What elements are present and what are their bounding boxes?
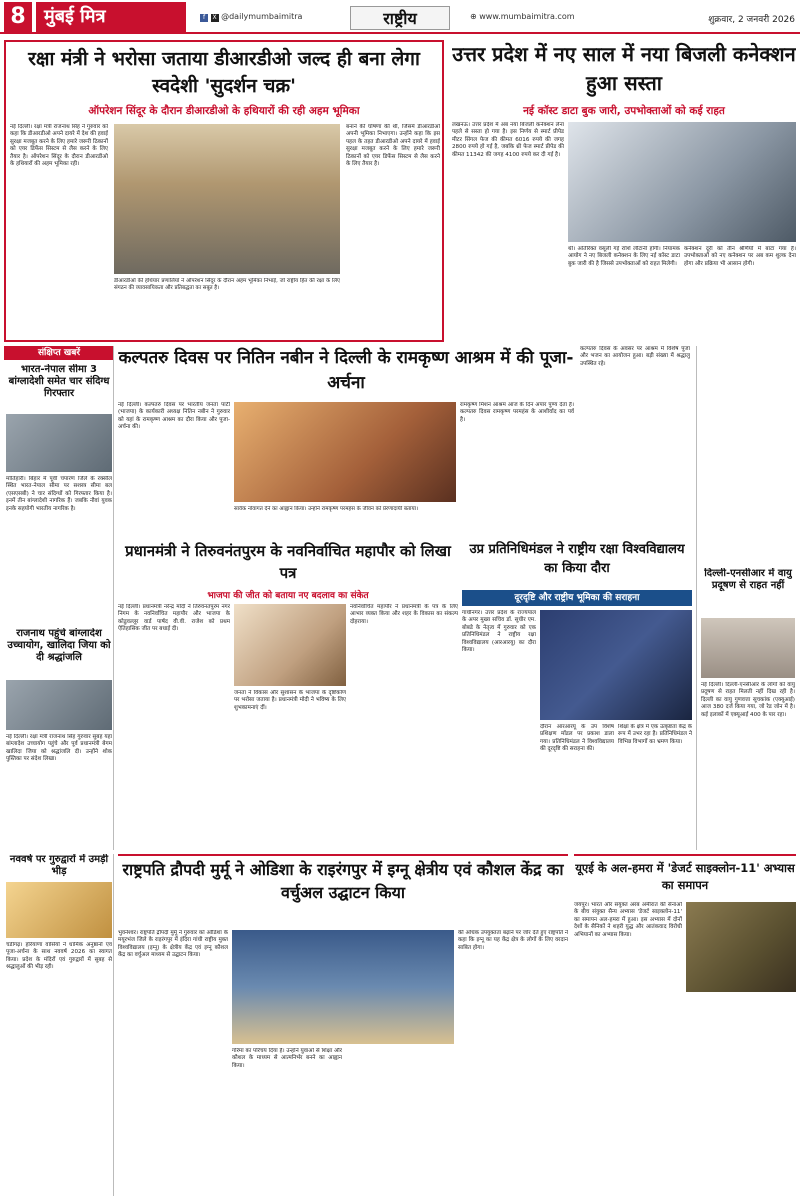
rru-subhead: दूरदृष्टि और राष्ट्रीय भूमिका की सराहना: [462, 590, 692, 606]
uae-body: जयपुर। भारत और संयुक्त अरब अमीरात की सेनाओं के बीच संयुक्त सैन्य अभ्यास 'डेजर्ट साइक्लोन-11' का समापन अल-हमरा में हुआ। इस अभ्यास में दोनों देशों के सैनिकों ने शहरी युद्ध और आतंकवाद विरोधी अभियानों का अभ्यास किया।: [574, 902, 682, 938]
pm-photo: [234, 604, 346, 686]
masthead: [0, 0, 800, 34]
briefs-label: संक्षिप्त खबरें: [4, 346, 114, 360]
pm-story: [118, 540, 458, 850]
brief-1-photo: [6, 414, 112, 472]
brief-3-headline: नववर्ष पर गुरुद्वारों में उमड़ी भीड़: [9, 854, 109, 877]
kalpataru-caption: सार्वक नोवागत देने का आह्वान किया। उन्होंने रामकृष्ण परमहंस के जीवन को प्रेरणादायी बताया।: [234, 506, 419, 512]
president-story: [118, 854, 568, 1196]
lead-photo: [114, 124, 340, 274]
uae-top-rule: [574, 854, 796, 856]
president-body: भुवनेश्वर। राष्ट्रपति द्रौपदी मुर्मू ने गुरुवार को ओडिशा के मयूरभंज जिले के राइरंगपुर में इंदिरा गांधी राष्ट्रीय मुक्त विश्वविद्यालय (इग्नू) के क्षेत्रीय केंद्र एवं इग्नू कौशल केंद्र का वर्चुअल माध्यम से उद्घाटन किया।: [118, 930, 228, 959]
kalpataru-story: [118, 346, 574, 536]
kalpataru-column-3: कल्पतरु दिवस के अवसर पर आश्रम में विशेष पूजा और भजन का आयोजन हुआ। बड़ी संख्या में श्रद्धालु उपस्थित रहे।: [580, 346, 690, 367]
pm-subhead: भाजपा की जीत को बताया नए बदलाव का संकेत: [207, 591, 369, 600]
brief-2-body: नई दिल्ली। रक्षा मंत्री राजनाथ सिंह गुरुवार सुबह यहां बांग्लादेश उच्चायोग पहुंचे और पूर्व प्रधानमंत्री बेगम खालिदा जिया को श्रद्धांजलि दी। उन्होंने शोक पुस्तिका पर संदेश लिखा।: [6, 734, 112, 763]
lead-story: [4, 40, 444, 342]
lead-subhead: ऑपरेशन सिंदूर के दौरान डीआरडीओ के हथियारों की रही अहम भूमिका: [88, 105, 360, 117]
kalpataru-photo: [234, 402, 456, 502]
rru-photo: [540, 610, 692, 720]
president-column-3: की अधिक उपयुक्तता बढ़ाने पर जोर देते हुए राष्ट्रपति ने कहा कि इग्नू का यह केंद्र क्षेत्र के लोगों के लिए वरदान साबित होगा।: [458, 930, 568, 951]
power-body: लखनऊ। उत्तर प्रदेश में अब नया बिजली कनेक्शन लेना पहले से सस्ता हो गया है। इस निर्णय से स्मार्ट प्रीपेड मीटर सिंगल फेज की कीमत 6016 रुपये की जगह 2800 रुपये हो गई है, जबकि थ्री फेज स्मार्ट प्रीपेड की कीमत 11342 की जगह 4100 रुपये कर दी गई है।: [452, 122, 564, 158]
paper-name: मुंबई मित्र: [36, 2, 186, 32]
brief-1-body: मोतिहारी। बिहार में पूर्वी चंपारण जिले के रक्सौल स्थित भारत-नेपाल सीमा पर सशस्त्र सीमा बल (एसएसबी) ने चार संदिग्धों को गिरफ्तार किया है। इनमें तीन बांग्लादेशी नागरिक हैं। जबकि नौवां युवक इनके सहयोगी भारतीय नागरिक है।: [6, 476, 112, 512]
pollution-story: [696, 346, 796, 850]
briefs-sidebar: [4, 346, 114, 850]
social-handle-text: @dailymumbaimitra: [221, 12, 303, 21]
lead-headline: रक्षा मंत्री ने भरोसा जताया डीआरडीओ जल्द ही बना लेगा स्वदेशी 'सुदर्शन चक्र': [28, 48, 420, 97]
president-column-2: गरिमा का परिचय दिया है। उन्होंने युवाओं से शिक्षा और कौशल के माध्यम से आत्मनिर्भर बनने का आह्वान किया।: [232, 1048, 342, 1069]
x-icon: X: [212, 14, 217, 21]
website[interactable]: [470, 12, 600, 26]
uae-story: [574, 854, 796, 1196]
pollution-headline: दिल्ली-एनसीआर में वायु प्रदूषण से राहत नहीं: [704, 568, 792, 591]
power-column-2: थी। अतिरिक्त वसूली गई राशि लौटानी होगी। नियामक आयोग ने नए बिजली कनेक्शन के लिए नई कॉस्ट डाटा बुक जारी की है जिससे उपभोक्ताओं को राहत मिलेगी।: [568, 246, 680, 267]
kalpataru-body: नई दिल्ली। कल्पतरु दिवस पर भारतीय जनता पार्टी (भाजपा) के कार्यकारी अध्यक्ष नितिन नबीन ने गुरुवार को यहां के रामकृष्ण आश्रम का दौरा किया और पूजा-अर्चना की।: [118, 402, 230, 431]
lead-body: नई दिल्ली। रक्षा मंत्री राजनाथ सिंह ने गुरुवार को कहा कि डीआरडीओ अपने दायरे में देश की हवाई सुरक्षा मजबूत करने के लिए हमारे जरूरी ठिकानों को एयर डिफेंस सिस्टम से लैस करने के लिए तैयार है। ऑपरेशन सिंदूर के दौरान डीआरडीओ के हथियारों की अहम भूमिका रही।: [10, 124, 108, 168]
brief-1-headline: भारत-नेपाल सीमा 3 बांग्लादेशी समेत चार संदिग्ध गिरफ्तार: [8, 364, 110, 399]
president-top-rule: [118, 854, 568, 856]
uae-headline: यूएई के अल-हमरा में 'डेजर्ट साइक्लोन-11' अभ्यास का समापन: [575, 861, 795, 892]
facebook-icon: f: [200, 14, 208, 22]
power-headline: उत्तर प्रदेश में नए साल में नया बिजली कनेक्शन हुआ सस्ता: [452, 42, 796, 95]
power-story: [452, 40, 796, 340]
rru-headline: उप्र प्रतिनिधिमंडल ने राष्ट्रीय रक्षा विश्वविद्यालय का किया दौरा: [469, 542, 685, 576]
power-subhead: नई कॉस्ट डाटा बुक जारी, उपभोक्ताओं को कई राहत: [523, 105, 725, 117]
brief-2-headline: राजनाथ पहुंचे बांग्लादेश उच्चायोग, खालिदा जिया को दी श्रद्धांजलि: [7, 628, 111, 663]
brief-3-body: चंडीगढ़। हरियाणा वासियों ने धार्मिक अनुष्ठानों एवं पूजा-अर्चना के साथ नववर्ष 2026 का स्वागत किया। प्रदेश के मंदिरों एवं गुरुद्वारों में सुबह से श्रद्धालुओं की भीड़ रही।: [6, 942, 112, 971]
brief-3-photo: [6, 882, 112, 938]
rru-body: गांधीनगर। उत्तर प्रदेश के राज्यपाल के अपर मुख्य सचिव डॉ. सुधीर एम. बोबडे के नेतृत्व में गुरुवार को एक प्रतिनिधिमंडल ने राष्ट्रीय रक्षा विश्वविद्यालय (आरआरयू) का दौरा किया।: [462, 610, 536, 654]
kalpataru-headline: कल्पतरु दिवस पर नितिन नबीन ने दिल्ली के रामकृष्ण आश्रम में की पूजा-अर्चना: [118, 348, 574, 393]
power-photo: [568, 122, 796, 242]
briefs-lower: [4, 854, 114, 1196]
rru-column-3: शिक्षा के क्षेत्र में एक उत्कृष्टता केंद्र के रूप में उभर रहा है। प्रतिनिधिमंडल ने विभिन्न विभागों का भ्रमण किया।: [618, 724, 692, 745]
website-text: www.mumbaimitra.com: [479, 12, 575, 21]
pollution-photo: [701, 618, 795, 678]
page-number-text: 8: [10, 4, 26, 29]
pm-headline: प्रधानमंत्री ने तिरुवनंतपुरम के नवनिर्वाचित महापौर को लिखा पत्र: [125, 542, 451, 582]
uae-photo: [686, 902, 796, 992]
section-title: राष्ट्रीय: [350, 6, 450, 30]
social-handle[interactable]: [200, 12, 340, 26]
rru-column-2: दौरान आरआरयू के उप विशेष प्रशिक्षण मॉडल पर प्रकाश डाला गया। प्रतिनिधिमंडल ने विश्वविद्यालय की दूरदृष्टि की सराहना की।: [540, 724, 614, 753]
issue-date: शुक्रवार, 2 जनवरी 2026: [708, 15, 795, 25]
pm-body: नई दिल्ली। प्रधानमंत्री नरेन्द्र मोदी ने तिरुवनंतपुरम नगर निगम के नवनिर्वाचित महापौर और भाजपा के कोडुवल्लूर वार्ड पार्षद वी.वी. राजेश को प्रथम ऐतिहासिक जीत पर बधाई दी।: [118, 604, 230, 633]
power-column-3: कनेक्शन दूरी को तीन श्रेणियों में बांटा गया है। उपभोक्ताओं को नए कनेक्शन पर अब कम शुल्क देना होगा और प्रक्रिया भी आसान होगी।: [684, 246, 796, 267]
pm-column-3: नवनिर्वाचित महापौर ने प्रधानमंत्री के पत्र के लिए आभार व्यक्त किया और शहर के विकास का संकल्प दोहराया।: [350, 604, 458, 625]
lead-caption: डीआरडीओ की हथियार प्रणालियों ने ऑपरेशन सिंदूर के दौरान अहम भूमिका निभाई, जो राष्ट्रीय हित की रक्षा के लिए संगठन की व्यावसायिकता और प्रतिबद्धता का सबूत है।: [114, 278, 340, 291]
globe-icon: ⊕: [470, 12, 477, 21]
pm-column-2: जनता ने विकास और सुशासन के भाजपा के दृष्टिकोण पर भरोसा जताया है। प्रधानमंत्री मोदी ने भविष्य के लिए शुभकामनाएं दीं।: [234, 690, 346, 711]
kalpataru-column-2: रामकृष्ण मिशन आश्रम आज के दिन अपार पुण्य देता है। कल्पतरु दिवस रामकृष्ण परमहंस के आशीर्वाद का पर्व है।: [460, 402, 574, 423]
pollution-body: नई दिल्ली। दिल्ली-एनसीआर के लोगों को वायु प्रदूषण से राहत मिलती नहीं दिख रही है। दिल्ली का वायु गुणवत्ता सूचकांक (एक्यूआई) आज 380 दर्ज किया गया, जो रेड जोन में है। कई इलाकों में एक्यूआई 400 के पार रहा।: [701, 682, 795, 718]
president-photo: [232, 930, 454, 1044]
president-headline: राष्ट्रपति द्रौपदी मुर्मू ने ओडिशा के राइरंगपुर में इग्नू क्षेत्रीय एवं कौशल केंद्र का वर्चुअल उद्घाटन किया: [122, 860, 564, 902]
rru-story: [462, 540, 692, 850]
lead-column-3: बनाने की घोषणा की थी, जिसमें डीआरडीओ अपनी भूमिका निभाएगा। उन्होंने कहा कि इस पहल के तहत डीआरडीओ अपने दायरे में हवाई सुरक्षा मजबूत करने के लिए हमारे जरूरी ठिकानों को एयर डिफेंस सिस्टम से लैस करने के लिए तैयार है।: [346, 124, 440, 168]
page-number: [4, 2, 32, 32]
brief-2-photo: [6, 680, 112, 730]
